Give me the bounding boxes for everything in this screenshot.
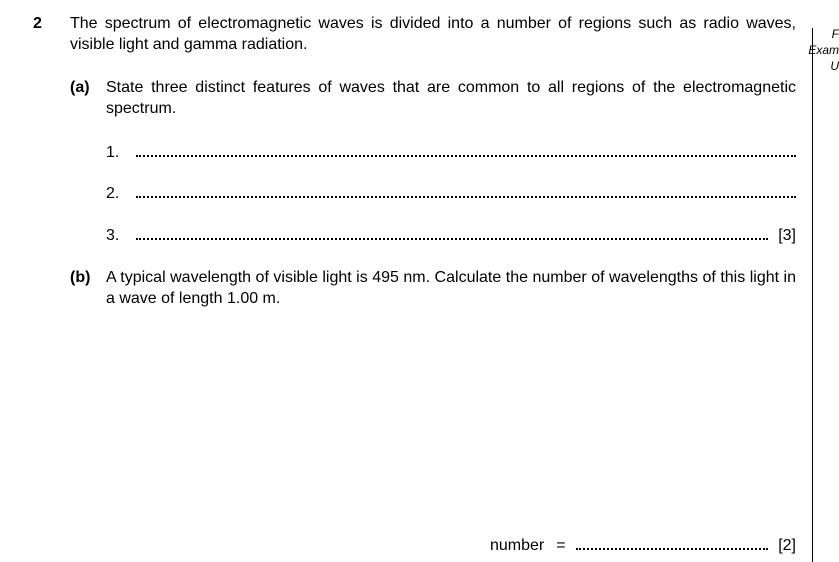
answer-dotted-line[interactable] bbox=[136, 183, 796, 198]
part-a-label: (a) bbox=[70, 79, 90, 96]
examiner-margin-text-2: Exam bbox=[808, 43, 839, 57]
answer-line-number: 2. bbox=[106, 185, 120, 202]
examiner-margin-line bbox=[812, 28, 813, 562]
answer-line-number: 3. bbox=[106, 227, 120, 244]
question-stem: The spectrum of electromagnetic waves is divided into a number of regions such as radio waves, visible light and gamma radiation. bbox=[70, 15, 796, 53]
number-label: number bbox=[490, 537, 545, 554]
part-b-label: (b) bbox=[70, 269, 91, 286]
examiner-margin-text-1: F bbox=[831, 27, 839, 41]
answer-dotted-line[interactable] bbox=[136, 142, 796, 157]
part-b-marks: [2] bbox=[778, 537, 796, 554]
question-number: 2 bbox=[33, 15, 42, 32]
part-b-text: A typical wavelength of visible light is 495 nm. Calculate the number of wavelengths of this light in a wave of length 1.00 m. bbox=[106, 269, 796, 307]
part-a-text: State three distinct features of waves that are common to all regions of the electromagnetic spectrum. bbox=[106, 79, 796, 117]
answer-dotted-line[interactable] bbox=[136, 225, 768, 240]
answer-line-number: 1. bbox=[106, 144, 120, 161]
examiner-margin-text-3: U bbox=[830, 59, 839, 73]
part-a-marks: [3] bbox=[778, 227, 796, 244]
answer-line-1[interactable] bbox=[106, 142, 796, 163]
number-answer-dotted-line[interactable] bbox=[576, 535, 769, 550]
equals-sign: = bbox=[556, 537, 566, 554]
answer-line-2[interactable] bbox=[106, 183, 796, 204]
answer-line-3[interactable] bbox=[106, 225, 796, 246]
number-answer-row[interactable] bbox=[490, 535, 796, 556]
